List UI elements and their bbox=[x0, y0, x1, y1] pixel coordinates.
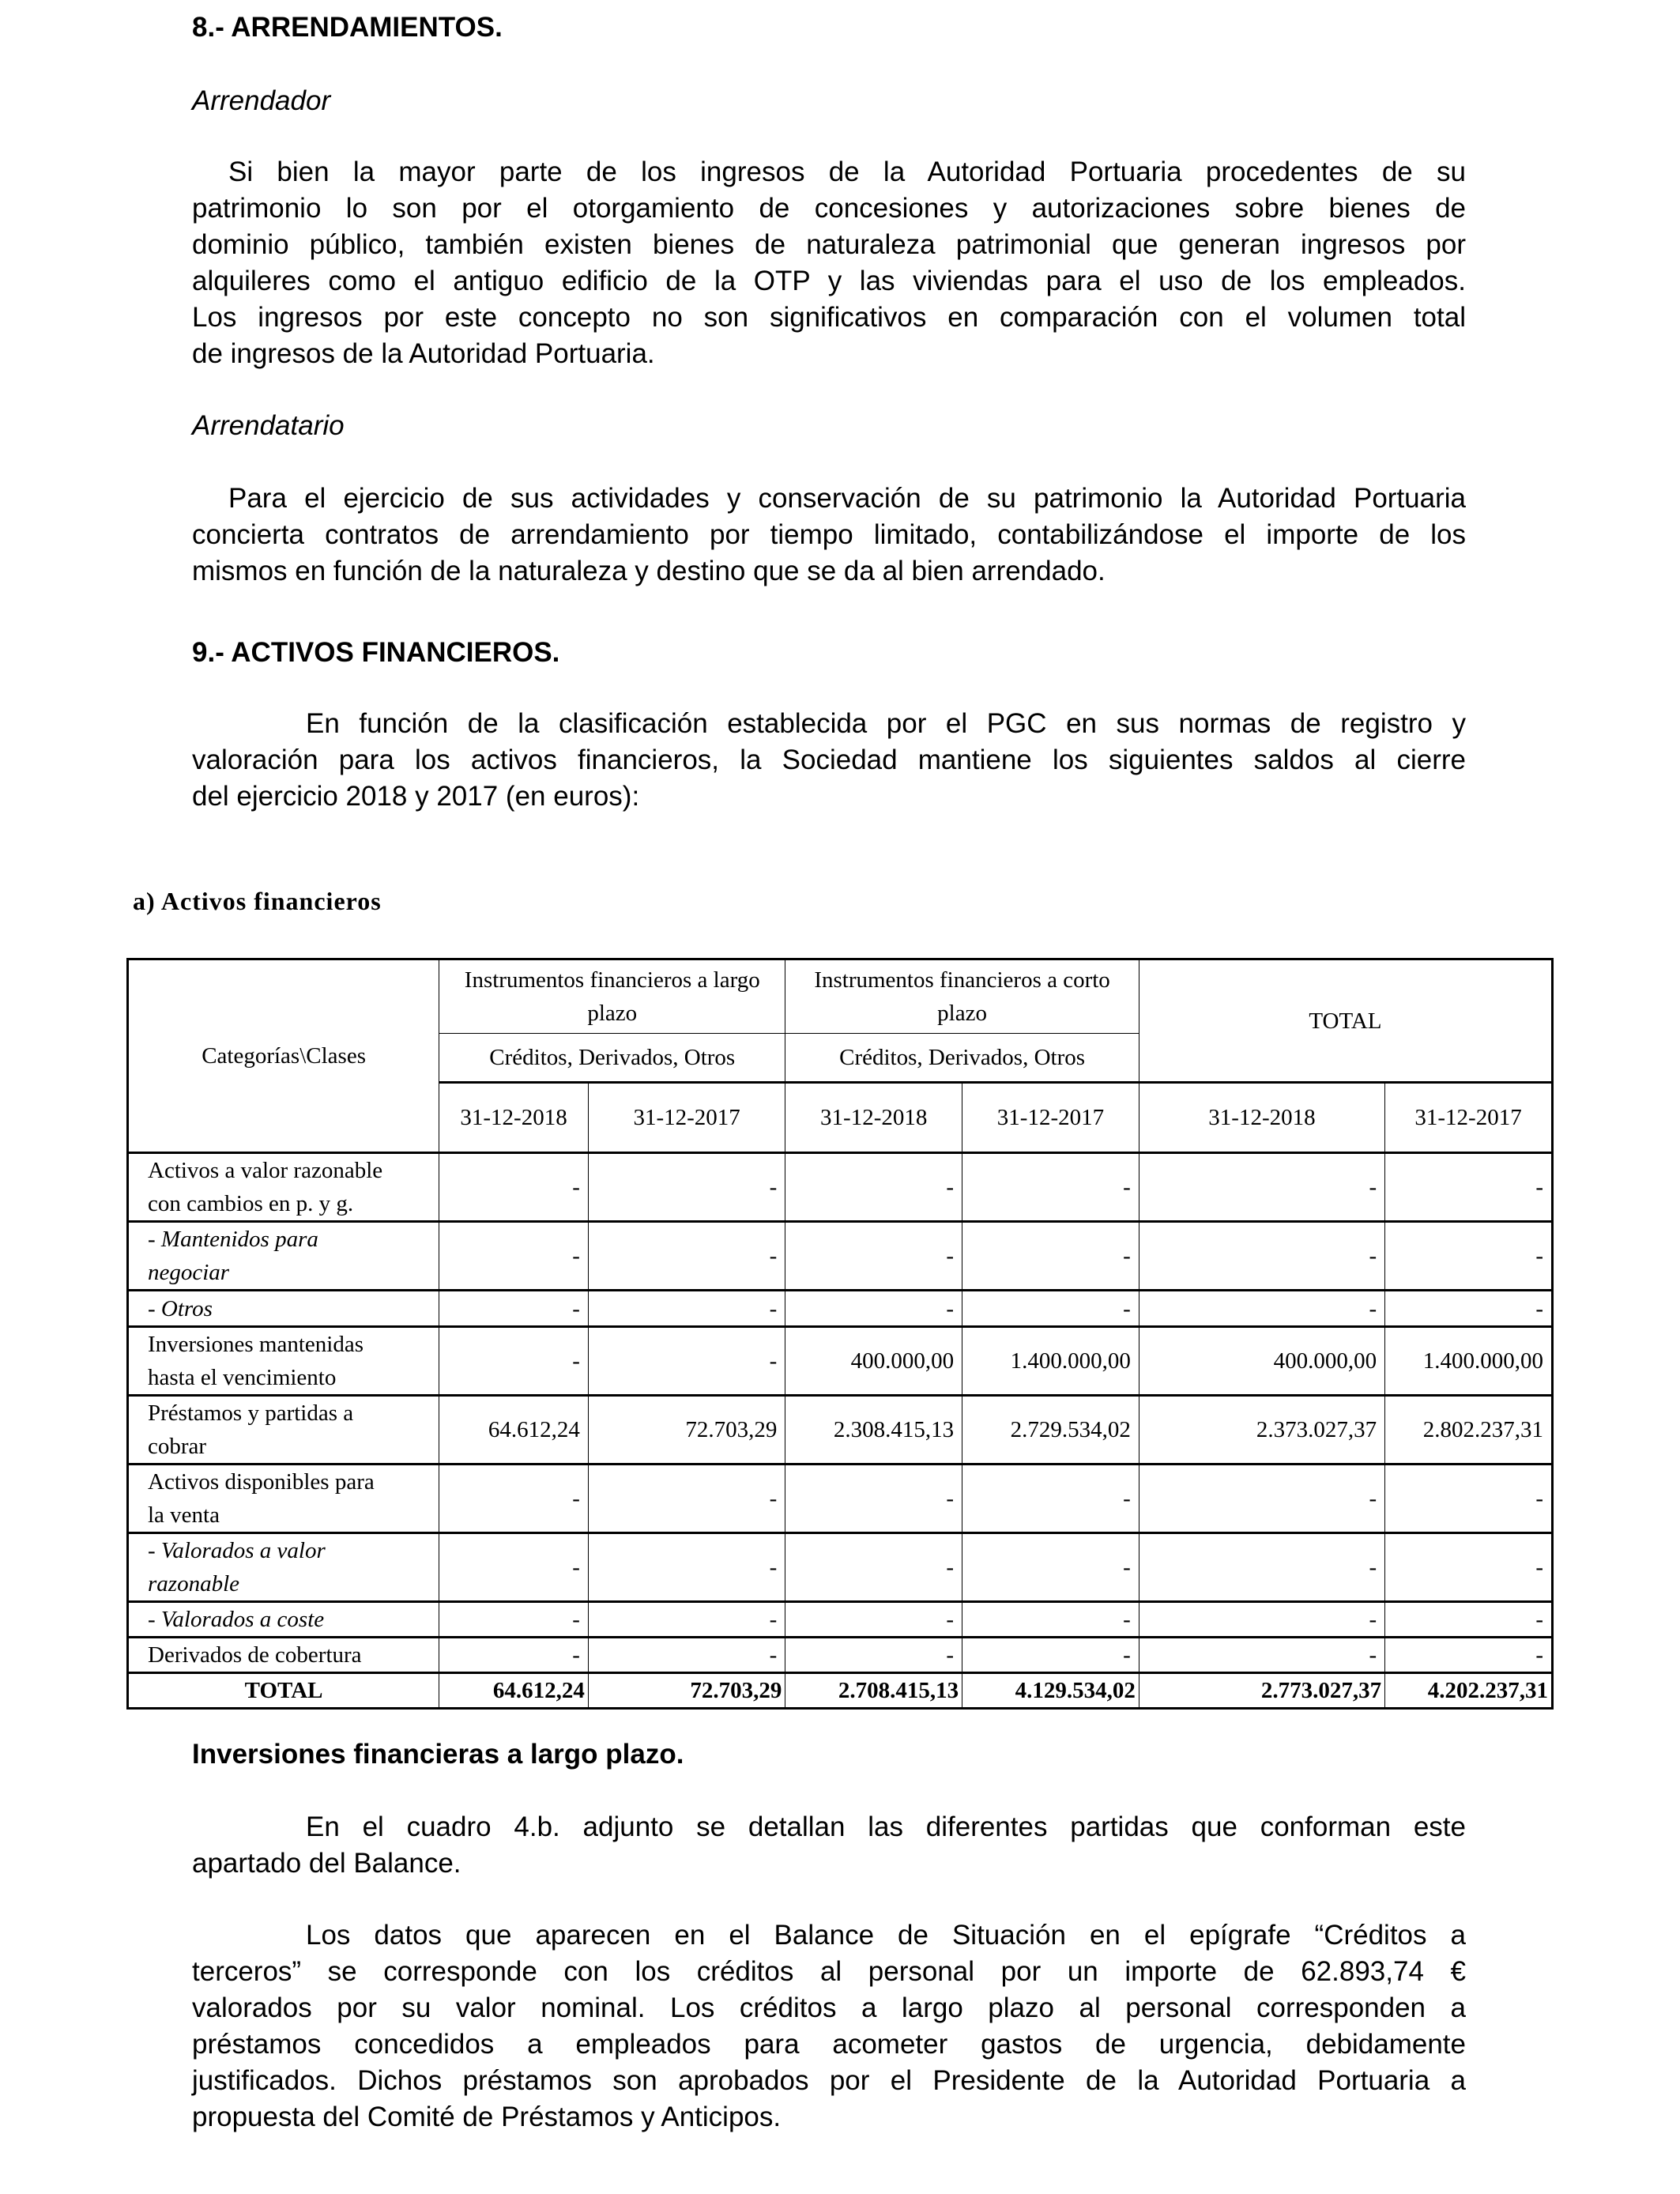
cell-value: - bbox=[1385, 1638, 1553, 1673]
cell-value: - bbox=[1139, 1291, 1384, 1327]
paragraph-cuadro bbox=[192, 1809, 1466, 1882]
paragraph-line: Si bien la mayor parte de los ingresos de la Autoridad Portuaria procedentes de su bbox=[228, 156, 1466, 187]
table-row bbox=[128, 1396, 1553, 1465]
header-long-term-classes: Créditos, Derivados, Otros bbox=[439, 1034, 785, 1083]
cell-value: - bbox=[962, 1602, 1139, 1638]
subheading-arrendador: Arrendador bbox=[192, 85, 331, 116]
paragraph-activos bbox=[192, 706, 1466, 815]
cell-value: - bbox=[1139, 1533, 1384, 1602]
cell-value: 400.000,00 bbox=[785, 1327, 962, 1396]
paragraph-line: justificados. Dichos préstamos son aprobados por el Presidente de la Autoridad Portuaria a bbox=[192, 2065, 1466, 2096]
cell-value: - bbox=[1139, 1638, 1384, 1673]
header-categories: Categorías\Clases bbox=[128, 959, 439, 1153]
paragraph-line: valorados por su valor nominal. Los créditos a largo plazo al personal corresponden a bbox=[192, 1992, 1466, 2023]
row-label: - Valorados a coste bbox=[128, 1602, 439, 1638]
paragraph-line: terceros” se corresponde con los créditos al personal por un importe de 62.893,74 € bbox=[192, 1956, 1466, 1987]
cell-value: - bbox=[1385, 1153, 1553, 1222]
cell-value: - bbox=[1139, 1602, 1384, 1638]
paragraph-line: mismos en función de la naturaleza y destino que se da al bien arrendado. bbox=[192, 556, 1106, 586]
cell-value: 2.308.415,13 bbox=[785, 1396, 962, 1465]
paragraph-line: dominio público, también existen bienes de naturaleza patrimonial que generan ingresos por bbox=[192, 229, 1466, 260]
total-value: 4.202.237,31 bbox=[1385, 1673, 1553, 1709]
header-long-term: Instrumentos financieros a largo plazo bbox=[439, 959, 785, 1034]
cell-value: 2.802.237,31 bbox=[1385, 1396, 1553, 1465]
cell-value: - bbox=[1139, 1465, 1384, 1533]
header-date: 31-12-2018 bbox=[1139, 1083, 1384, 1153]
cell-value: - bbox=[1385, 1602, 1553, 1638]
cell-value: - bbox=[588, 1602, 785, 1638]
paragraph-line: préstamos concedidos a empleados para acometer gastos de urgencia, debidamente bbox=[192, 2029, 1466, 2060]
total-value: 72.703,29 bbox=[588, 1673, 785, 1709]
cell-value: - bbox=[785, 1153, 962, 1222]
heading-inversiones bbox=[192, 1736, 1466, 1773]
header-date: 31-12-2017 bbox=[1385, 1083, 1553, 1153]
total-value: 64.612,24 bbox=[439, 1673, 589, 1709]
cell-value: 64.612,24 bbox=[439, 1396, 589, 1465]
cell-value: - bbox=[1139, 1153, 1384, 1222]
row-label: Derivados de cobertura bbox=[128, 1638, 439, 1673]
cell-value: - bbox=[439, 1465, 589, 1533]
cell-value: - bbox=[962, 1222, 1139, 1291]
header-short-term: Instrumentos financieros a corto plazo bbox=[785, 959, 1139, 1034]
cell-value: - bbox=[588, 1638, 785, 1673]
total-row bbox=[128, 1673, 1553, 1709]
cell-value: - bbox=[785, 1602, 962, 1638]
cell-value: 2.729.534,02 bbox=[962, 1396, 1139, 1465]
cell-value: 1.400.000,00 bbox=[1385, 1327, 1553, 1396]
subheading-arrendatario: Arrendatario bbox=[192, 410, 345, 441]
cell-value: - bbox=[1385, 1222, 1553, 1291]
paragraph-line: Para el ejercicio de sus actividades y conservación de su patrimonio la Autoridad Portuaria bbox=[228, 483, 1466, 514]
cell-value: - bbox=[962, 1465, 1139, 1533]
section-8-heading: 8.- ARRENDAMIENTOS. bbox=[192, 12, 503, 43]
paragraph-line: Los ingresos por este concepto no son significativos en comparación con el volumen total bbox=[192, 302, 1466, 333]
table-title: a) Activos financieros bbox=[133, 887, 382, 915]
header-date: 31-12-2018 bbox=[785, 1083, 962, 1153]
table-row bbox=[128, 1638, 1553, 1673]
cell-value: 2.373.027,37 bbox=[1139, 1396, 1384, 1465]
cell-value: - bbox=[439, 1638, 589, 1673]
cell-value: 400.000,00 bbox=[1139, 1327, 1384, 1396]
header-date: 31-12-2018 bbox=[439, 1083, 589, 1153]
cell-value: - bbox=[785, 1291, 962, 1327]
cell-value: - bbox=[785, 1222, 962, 1291]
table-row bbox=[128, 1533, 1553, 1602]
cell-value: - bbox=[962, 1638, 1139, 1673]
cell-value: 1.400.000,00 bbox=[962, 1327, 1139, 1396]
cell-value: - bbox=[1139, 1222, 1384, 1291]
paragraph-line: propuesta del Comité de Préstamos y Anticipos. bbox=[192, 2102, 782, 2132]
header-date: 31-12-2017 bbox=[588, 1083, 785, 1153]
paragraph-arrendador bbox=[192, 154, 1466, 372]
cell-value: - bbox=[588, 1327, 785, 1396]
cell-value: 72.703,29 bbox=[588, 1396, 785, 1465]
table-row bbox=[128, 1602, 1553, 1638]
paragraph-line: En el cuadro 4.b. adjunto se detallan las diferentes partidas que conforman este bbox=[306, 1811, 1466, 1842]
cell-value: - bbox=[439, 1291, 589, 1327]
header-short-term-classes: Créditos, Derivados, Otros bbox=[785, 1034, 1139, 1083]
cell-value: - bbox=[588, 1465, 785, 1533]
header-date: 31-12-2017 bbox=[962, 1083, 1139, 1153]
paragraph-line: valoración para los activos financieros, la Sociedad mantiene los siguientes saldos al cierre bbox=[192, 745, 1466, 775]
row-label: - Mantenidos para negociar bbox=[128, 1222, 439, 1291]
cell-value: - bbox=[588, 1533, 785, 1602]
table-row bbox=[128, 1222, 1553, 1291]
row-label: Préstamos y partidas a cobrar bbox=[128, 1396, 439, 1465]
row-label: Activos a valor razonable con cambios en p. y g. bbox=[128, 1153, 439, 1222]
row-label: Activos disponibles para la venta bbox=[128, 1465, 439, 1533]
row-label: Inversiones mantenidas hasta el vencimiento bbox=[128, 1327, 439, 1396]
cell-value: - bbox=[962, 1291, 1139, 1327]
cell-value: - bbox=[1385, 1465, 1553, 1533]
section-9-heading: 9.- ACTIVOS FINANCIEROS. bbox=[192, 637, 560, 668]
paragraph-line: patrimonio lo son por el otorgamiento de concesiones y autorizaciones sobre bienes de bbox=[192, 193, 1466, 224]
cell-value: - bbox=[785, 1465, 962, 1533]
paragraph-line: En función de la clasificación establecida por el PGC en sus normas de registro y bbox=[306, 708, 1466, 739]
table-row bbox=[128, 1327, 1553, 1396]
paragraph-line: Los datos que aparecen en el Balance de Situación en el epígrafe “Créditos a bbox=[306, 1920, 1466, 1951]
paragraph-line: alquileres como el antiguo edificio de la OTP y las viviendas para el uso de los empleados. bbox=[192, 266, 1466, 296]
total-value: 4.129.534,02 bbox=[962, 1673, 1139, 1709]
cell-value: - bbox=[588, 1153, 785, 1222]
cell-value: - bbox=[588, 1291, 785, 1327]
table-row bbox=[128, 1153, 1553, 1222]
paragraph-line: del ejercicio 2018 y 2017 (en euros): bbox=[192, 781, 640, 812]
cell-value: - bbox=[962, 1533, 1139, 1602]
cell-value: - bbox=[1385, 1533, 1553, 1602]
row-label: - Valorados a valor razonable bbox=[128, 1533, 439, 1602]
cell-value: - bbox=[439, 1533, 589, 1602]
paragraph-creditos bbox=[192, 1917, 1466, 2136]
total-value: 2.773.027,37 bbox=[1139, 1673, 1384, 1709]
paragraph-line: de ingresos de la Autoridad Portuaria. bbox=[192, 338, 655, 369]
paragraph-line: concierta contratos de arrendamiento por tiempo limitado, contabilizándose el importe de los bbox=[192, 519, 1466, 550]
cell-value: - bbox=[785, 1638, 962, 1673]
table-row bbox=[128, 1465, 1553, 1533]
paragraph-line: apartado del Balance. bbox=[192, 1848, 461, 1879]
cell-value: - bbox=[962, 1153, 1139, 1222]
total-value: 2.708.415,13 bbox=[785, 1673, 962, 1709]
header-total: TOTAL bbox=[1139, 959, 1552, 1083]
cell-value: - bbox=[439, 1153, 589, 1222]
financial-assets-table bbox=[126, 958, 1554, 1710]
cell-value: - bbox=[439, 1327, 589, 1396]
paragraph-arrendatario bbox=[192, 481, 1466, 590]
table-row bbox=[128, 1291, 1553, 1327]
cell-value: - bbox=[1385, 1291, 1553, 1327]
row-label: - Otros bbox=[128, 1291, 439, 1327]
cell-value: - bbox=[588, 1222, 785, 1291]
cell-value: - bbox=[785, 1533, 962, 1602]
total-label: TOTAL bbox=[128, 1673, 439, 1709]
cell-value: - bbox=[439, 1602, 589, 1638]
heading-inversiones-text: Inversiones financieras a largo plazo. bbox=[192, 1739, 684, 1770]
cell-value: - bbox=[439, 1222, 589, 1291]
